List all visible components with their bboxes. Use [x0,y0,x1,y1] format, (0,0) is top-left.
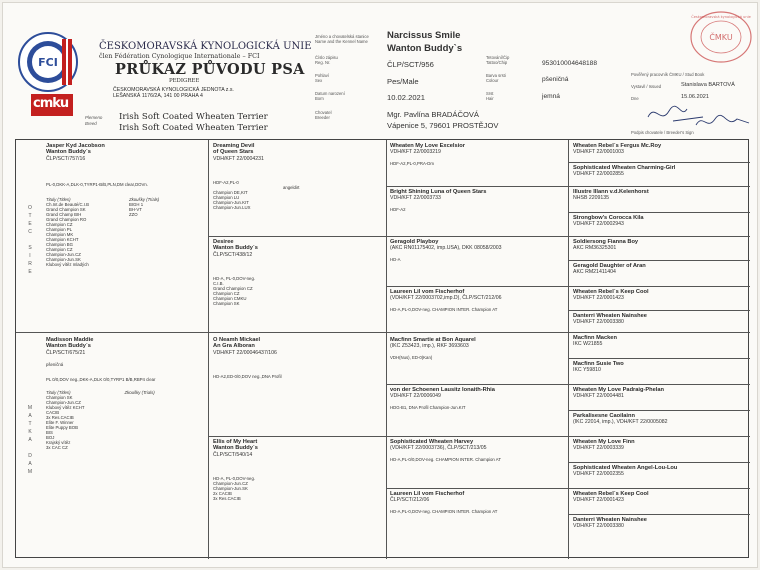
great-great-grandparent-name: Parkalisesne Caoilainn [573,413,635,419]
dam-health: PL 0/0,DOV neg.,DKK-A,DLK 0/0,TYRP1 B/B,RBP4 clear [46,376,156,382]
dam-title-item: Champion SK [46,394,73,400]
grandparent-name-line1: Ellis of My Heart [213,439,258,445]
cmku-stamp-icon [687,9,755,65]
sire-title-item: Champion-Jun.SK [46,256,81,262]
dam-reg: ČLP/SCT/675/21 [46,349,86,356]
sire-title-item: Grand Champion RO [46,216,87,222]
great-great-grandparent-reg: VDH/KFT 22/0003380 [573,523,624,530]
sire-side-letter: T [28,213,32,219]
great-grandparent-reg: VDH/KFT 22/0003733 [390,195,441,202]
breed-label-en: Breed [85,120,97,126]
great-great-grandparent-cell [573,413,747,435]
sire-title-item: Grand Champion SK [46,206,86,212]
great-great-grandparent-reg: VDH/KFT 22/0003339 [573,445,624,452]
great-grandparent-reg: VDH/KFT 22/0006049 [390,393,441,400]
dam-titles-list [46,390,84,450]
great-great-grandparent-name: Strongbow's Corocca Kila [573,215,644,221]
dam-title-item: Elite F. Winner [46,419,74,425]
pedigree-table [15,139,749,558]
dam-side-letter: A [28,413,32,419]
dam-side-letter: D [28,453,32,459]
great-great-grandparent-reg: VDH/KFT 22/0001003 [573,149,624,156]
sire-name-line1: Jasper Kyd Jacobson [46,143,105,149]
dam-title-item: Klubový vítěz KCHT [46,404,85,410]
issued-by: Stanislava BARTOVÁ [681,82,735,88]
great-great-grandparent-reg: VDH/KFT 22/0002855 [573,171,624,178]
great-grandparent-cell [390,491,566,557]
great-great-grandparent-cell [573,465,747,487]
sire-side-letter: C [28,229,32,235]
dam-title-item: Champion-Jun.CZ [46,399,81,405]
org-subtitle: člen Fédération Cynologique Internationale – FCI [99,52,260,60]
great-great-grandparent-cell [573,189,747,211]
great-great-grandparent-name: Sophisticated Wheaten Charming-Girl [573,165,676,171]
great-grandparent-name: Macfinn Smartie at Bon Aquarel [390,337,476,343]
great-great-grandparent-reg: IKC Y59810 [573,367,601,374]
logo-text: FCI [38,56,58,69]
sire-title-item: Champion PL [46,226,73,232]
great-great-grandparent-reg: (IKC 22014, imp.), VDH/KFT 22/0005082 [573,419,668,426]
great-grandparent-extra: HD-A,PL-0,DOV-neg. CHAMPION INTER. Champion AT [390,307,498,313]
grandparent-health: HD-A, PL-0,DOV-neg. [213,275,256,281]
dog-breeder-line2: Vápenice 5, 79601 PROSTĚJOV [387,121,499,130]
dam-side-letter: T [28,421,32,427]
sire-name-line2: Wanton Buddy`s [46,149,91,156]
sire-title-item: Klubový vítěz mladých [46,261,89,267]
great-grandparent-extra: HDF-A2 [390,207,406,213]
dog-colour: pšeničná [542,76,569,83]
grandparent-reg: VDH/KFT 22/00046437/106 [213,349,277,356]
grandparent-title-item: Champion CZ [213,290,240,296]
sire-result-item: ZZO [129,211,138,217]
org-address-line1: ČESKOMORAVSKÁ KYNOLOGICKÁ JEDNOTA z.s. [113,87,234,93]
org-address-line2: LEŠANSKÁ 1176/2A, 141 00 PRAHA 4 [113,93,203,100]
dog-chip: 953010004648188 [542,60,598,67]
great-grandparent-cell [390,189,566,235]
grandparent-name-line1: Desiree [213,239,234,245]
sire-titles-label: Tituly (Titles) [46,196,71,202]
grandparent-cell [213,439,383,557]
grandparent-name-line2: Wanton Buddy`s [213,245,258,252]
great-grandparent-extra: HDF-A2,PL-0,PRA-Dm [390,161,434,167]
dog-sex: Pes/Male [387,77,419,86]
great-grandparent-reg: (AKC RN01175402, imp.USA), DKK 08058/2003 [390,245,502,252]
great-great-grandparent-name: Wheaten Rebel´s Fergus Mc.Roy [573,143,662,149]
sire-title-item: Champion BG [46,241,73,247]
great-great-grandparent-reg: VDH/KFT 22/0002355 [573,471,624,478]
great-grandparent-reg: (VDH/KFT 22/0003702,imp.D), ČLP/SCT/212/06 [390,295,502,302]
dog-name-line1: Narcissus Smile [387,30,461,41]
great-grandparent-extra: VDH(Nus), ED-0(Kan) [390,355,433,361]
great-grandparent-name: Laureen Lil vom Fischerhof [390,491,465,497]
grandparent-title-item: Champion CMKU [213,295,247,301]
grandparent-health: HDF-A2,PL-0 [213,179,239,185]
cmku-logo [31,94,73,116]
grandparent-health: HD-A, PL-0,DOV-neg. [213,475,256,481]
document-title: PRŮKAZ PŮVODU PSA [115,61,305,78]
dam-results-label: Zkoušky (Trials) [124,389,155,395]
grandparent-cell [213,143,383,235]
breeder-label: Chovatel Breeder [315,110,332,120]
dog-hair: jemná [542,93,560,100]
sire-result-item: BIGH 1 [129,201,144,207]
sire-side-letter: S [28,245,32,251]
dam-side-letter: K [28,429,32,435]
great-great-grandparent-reg: VDH/KFT 22/0001423 [573,295,624,302]
great-grandparent-reg: VDH/KFT 22/0003219 [390,149,441,156]
great-great-grandparent-cell [573,361,747,383]
studbook-label: Pověřený pracovník ČMKU / Stud Book [631,72,705,77]
reg-label: Číslo zápisu Reg. Nr. [315,55,338,65]
great-grandparent-name: Laureen Lil vom Fischerhof [390,289,465,295]
great-great-grandparent-reg: VDH/KFT 22/0004481 [573,393,624,400]
great-grandparent-cell [390,143,566,185]
grandparent-title-item: Champion-Jun.CZ [213,480,248,486]
sire-results-label: Zkoušky (Trials) [129,196,160,202]
great-grandparent-extra: HD-A,PL-0/0,DOV-neg. CHAMPION INTER. Champion AT [390,457,501,463]
great-grandparent-extra: HD-A,PL-0,DOV-neg. CHAMPION INTER. Champion AT [390,509,498,515]
great-great-grandparent-name: Wheaten My Love Finn [573,439,635,445]
grandparent-title-item: Champion-Jun.SK [213,485,248,491]
dam-name-line2: Wanton Buddy`s [46,343,91,350]
great-great-grandparent-cell [573,143,747,161]
sire-health: PL-0,DKK-A,DLK-0,TYRP1-B/B,PLN,DM clear,DOVn. [46,181,148,187]
great-great-grandparent-reg: VDH/KFT 22/0002943 [573,221,624,228]
great-great-grandparent-cell [573,165,747,185]
great-great-grandparent-name: Soldiersong Fianna Boy [573,239,639,245]
dam-title-item: 3x CAC CZ [46,444,68,450]
grandparent-title-item: 3x Res.CACIB [213,495,241,501]
grandparent-health: HD-A2,ED-0/0,DOV neg.,DNA Profil [213,373,282,379]
great-great-grandparent-reg: NHSB 2209135 [573,195,610,202]
sire-title-item: Champion CZ [46,246,73,252]
great-great-grandparent-cell [573,263,747,285]
grandparent-name-line1: Dreaming Devil [213,143,255,149]
great-grandparent-cell [390,439,566,487]
great-grandparent-name: Bright Shining Luna of Queen Stars [390,189,487,195]
grandparent-name-line2: Wanton Buddy`s [213,445,258,452]
dog-dob: 10.02.2021 [387,93,426,102]
dog-breeder-line1: Mgr. Pavlína BRADÁČOVÁ [387,110,479,119]
document-subtitle: PEDIGREE [169,78,200,84]
grandparent-title-item: 2x CACIB [213,490,232,496]
grandparent-title-item: Champion-Jun.KIT [213,199,249,205]
great-great-grandparent-name: Geragold Daughter of Aran [573,263,646,269]
great-great-grandparent-cell [573,289,747,309]
sire-side-letter: R [28,261,32,267]
breeder-sign-label: Podpis chovatele / Breeder's Sign [631,130,694,135]
sire-title-item: Ch.Int.de Beauté/C.I.B [46,201,89,207]
dam-name-line1: Madisson Maddie [46,337,94,343]
great-great-grandparent-reg: AKC RM21411404 [573,269,616,276]
dam-titles-label: Tituly (Titles) [46,389,71,395]
chip-label: Tetování/Čip Tattoo/Chip [486,55,510,65]
great-great-grandparent-cell [573,313,747,331]
grandparent-name-line2: of Queen Stars [213,149,254,156]
grandparent-title-item: Grand Champion CZ [213,285,253,291]
sire-side-letter: I [29,253,31,259]
great-great-grandparent-reg: AKC RM36325301 [573,245,617,252]
great-grandparent-cell [390,337,566,383]
great-great-grandparent-cell [573,387,747,409]
sire-side-letter: E [28,221,32,227]
great-great-grandparent-name: Sophisticated Wheaten Angel-Lou-Lou [573,465,678,471]
pedigree-document [2,2,758,568]
sex-label: Pohlaví Sex [315,73,329,83]
great-grandparent-cell [390,387,566,435]
sire-reg: ČLP/SCT/757/16 [46,155,86,162]
issue-date: 15.06.2021 [681,94,709,100]
great-great-grandparent-cell [573,439,747,461]
great-great-grandparent-name: Danterri Wheaten Nainshee [573,313,647,319]
great-great-grandparent-reg: VDH/KFT 22/0003380 [573,319,624,326]
great-great-grandparent-reg: VDH/KFT 22/0001423 [573,497,624,504]
dam-title-item: 3x Res.CACIB [46,414,74,420]
hair-label: Srst Hair [486,91,494,101]
grandparent-name-line2: An Gra Alboran [213,343,255,350]
great-great-grandparent-name: Wheaten Rebel´s Keep Cool [573,491,649,497]
org-address [113,87,234,100]
dam-side-letter: M [27,469,33,475]
breed-value-line1: Irish Soft Coated Wheaten Terrier [119,112,268,122]
great-great-grandparent-reg: IKC W21855 [573,341,603,348]
great-grandparent-reg: (VDH/KFT 22/0003736), ČLP/SCT/213/05 [390,445,487,452]
sire-title-item: Champion CZ [46,221,73,227]
dam-side-letter: M [27,405,33,411]
sire-title-item: Champion MK [46,231,74,237]
sire-side-letter [26,236,34,244]
sire-result-item: BH-VT [129,206,142,212]
grandparent-reg: ČLP/SCT/540/14 [213,451,253,458]
great-great-grandparent-cell [573,335,747,357]
great-grandparent-reg: ČLP/SCT/212/06 [390,497,430,504]
name-label: Jméno a chovatelská stanice Name and the Kennel Name [315,34,369,44]
dam-side-letters [26,404,34,476]
grandparent-name-line1: Ó Neamh Mickael [213,337,261,343]
dam-side-letter [26,444,34,452]
great-great-grandparent-cell [573,239,747,259]
great-great-grandparent-name: Wheaten Rebel´s Keep Cool [573,289,649,295]
breed-label [85,115,102,126]
sire-titles-block [46,197,206,267]
dog-reg: ČLP/SCT/956 [387,60,434,69]
great-great-grandparent-name: Illustre Illann v.d.Kelenhorst [573,189,649,195]
great-grandparent-reg: (IKC Z53423, imp.), RKF 3693603 [390,343,469,350]
sire-side-letter: O [28,205,32,211]
dam-title-item: BOJ [46,434,55,440]
great-great-grandparent-cell [573,517,747,558]
dob-label: Datum narození Born [315,91,345,101]
stamp-text: Českomoravská kynologická unie [691,15,751,19]
sire-side-letter: E [28,269,32,275]
grandparent-reg: VDH/KFT 22/0004231 [213,155,264,162]
dam-title-item: CACIB [46,409,60,415]
dam-results-list [124,390,154,450]
grandparent-cell [213,337,383,435]
dam-title-item: Krajský vítěz [46,439,71,445]
great-great-grandparent-name: Wheaten My Love Padraig-Phelan [573,387,665,393]
great-great-grandparent-name: Macfinn Susie Two [573,361,624,367]
breed-value [119,112,268,134]
great-grandparent-name: Sophisticated Wheaten Harvey [390,439,474,445]
great-grandparent-cell [390,289,566,331]
grandparent-reg: ČLP/SCT/438/12 [213,251,253,258]
sire-title-item: Champion-Jun.CZ [46,251,81,257]
grandparent-title-item: Champion-Jun.LUX [213,204,251,210]
cmku-logo-text: cmku [33,96,69,111]
sire-cell [46,143,206,331]
dog-name-line2: Wanton Buddy`s [387,43,463,54]
issued-label: Vystavil / Issued [631,84,662,89]
dam-titles-block [46,390,206,450]
dam-title-item: Elite Puppy BOB [46,424,79,430]
fci-logo-icon [17,31,79,93]
stamp-center: ČMKU [709,33,733,42]
dam-title-item: BIS [46,429,53,435]
great-grandparent-extra: HDG-B1, DNA Profil Champion-Jun.KIT [390,405,466,411]
dam-side-letter: A [28,461,32,467]
grandparent-title-item: Champion LU [213,194,240,200]
sire-side-letters [26,204,34,276]
org-title: ČESKOMORAVSKÁ KYNOLOGICKÁ UNIE [99,41,312,52]
great-great-grandparent-name: Macfinn Macken [573,335,617,341]
grandparent-title-item: C.I.B. [213,280,224,286]
sire-results-list [129,197,159,267]
great-grandparent-cell [390,239,566,285]
colour-label: Barva srsti Colour [486,73,506,83]
grandparent-extra: angeldirt [283,184,300,190]
breed-value-line2: Irish Soft Coated Wheaten Terrier [119,123,268,133]
breed-label-cz: Plemeno [85,115,103,120]
great-grandparent-name: Geragold Playboy [390,239,439,245]
great-grandparent-name: Wheaten My Love Excelsior [390,143,465,149]
great-great-grandparent-cell [573,215,747,235]
sire-title-item: Champion KCHT [46,236,79,242]
grandparent-title-item: Champion DE,KIT [213,189,248,195]
great-grandparent-name: von der Schoenen Lausitz Ionaith-Rhia [390,387,495,393]
dam-side-letter: A [28,437,32,443]
sire-titles-list [46,197,89,267]
great-great-grandparent-name: Danterri Wheaten Nainshee [573,517,647,523]
great-great-grandparent-cell [573,491,747,513]
sire-title-item: Grand Champ BIH [46,211,82,217]
date-label: Dne [631,96,639,101]
dam-colour: pšeničná [46,361,64,367]
grandparent-title-item: Champion SK [213,300,240,306]
great-grandparent-extra: HD-A [390,257,401,263]
grandparent-cell [213,239,383,331]
dam-cell [46,337,206,557]
signature-breeder [693,111,753,133]
